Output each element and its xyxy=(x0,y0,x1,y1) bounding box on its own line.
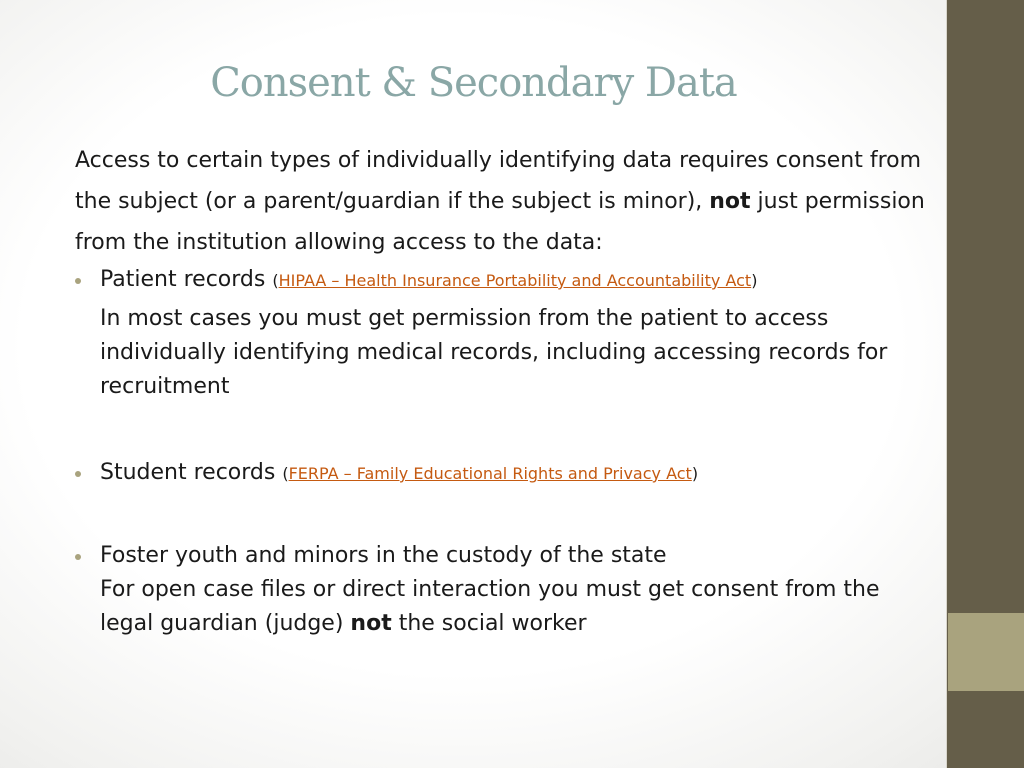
ferpa-link[interactable]: FERPA – Family Educational Rights and Privacy Act xyxy=(288,464,692,483)
hipaa-link[interactable]: HIPAA – Health Insurance Portability and Accountability Act xyxy=(278,271,752,290)
bullet-lead: Patient records xyxy=(100,267,266,292)
intro-paragraph xyxy=(75,140,935,263)
bullet-lead: Student records xyxy=(100,460,276,485)
sidebar-accent-block xyxy=(948,613,1024,691)
bullet-student-records: Student records (FERPA – Family Educational Rights and Privacy Act) xyxy=(75,456,935,491)
bullet-patient-records: Patient records (HIPAA – Health Insurance Portability and Accountability Act) In most cases you must get permission from the patient to access individually identifying medical records, including accessing records for recruitment xyxy=(75,263,935,404)
bullet-list xyxy=(75,263,935,641)
intro-bold-not: not xyxy=(709,189,751,214)
subtext-2: the social worker xyxy=(391,611,587,636)
intro-text-1: Access to certain types of individually identifying data requires consent from the subject (or a parent/guardian if the subject is minor), xyxy=(75,148,922,214)
subtext-1: For open case files or direct interaction you must get consent from the legal guardian (judge) xyxy=(100,577,880,636)
subtext-bold-not: not xyxy=(350,611,392,636)
bullet-foster-youth xyxy=(75,539,935,641)
bullet-subtext xyxy=(100,573,935,641)
intro-text-2: just permission from the institution allowing access to the data: xyxy=(75,189,925,255)
slide-body xyxy=(75,140,935,641)
bullet-lead: Foster youth and minors in the custody of the state xyxy=(100,543,667,568)
slide-title: Consent & Secondary Data xyxy=(210,60,737,106)
bullet-subtext: In most cases you must get permission from the patient to access individually identifying medical records, including accessing records for recruitment xyxy=(100,306,888,399)
